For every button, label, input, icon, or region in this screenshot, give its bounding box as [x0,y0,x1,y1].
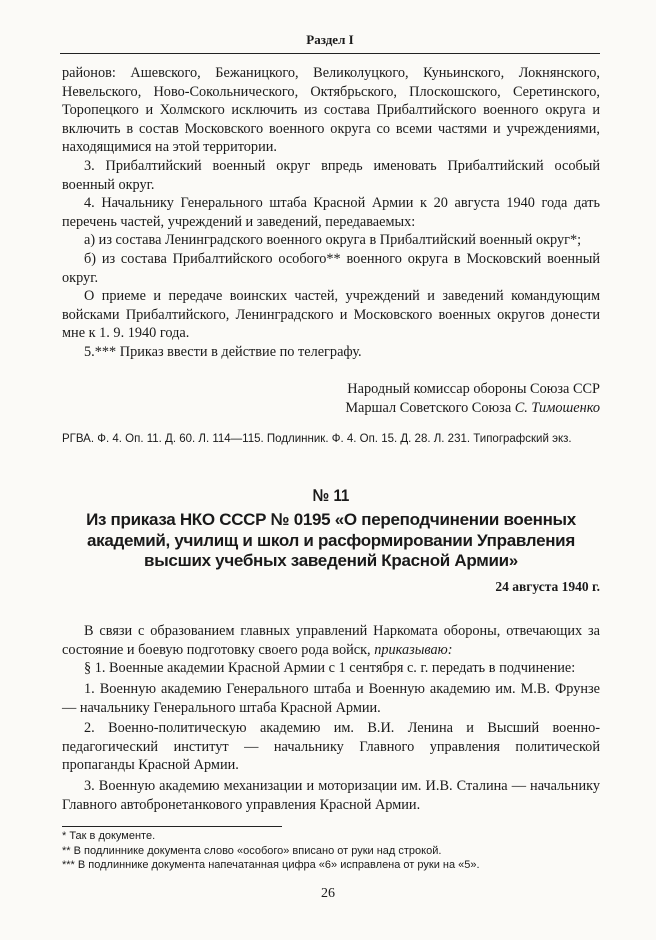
signature-rank: Маршал Советского Союза [345,399,515,416]
footnote-1: * Так в документе. [62,830,156,842]
footnote-3: *** В подлиннике документа напечатанная цифра «6» исправлена от руки на «5». [62,859,480,871]
continuation-paragraph: районов: Ашевского, Бежаницкого, Великолуцкого, Куньинского, Локнянского, Невельского, Ново-Сокольнического, Октябрьского, Плоскошского, Серетинского, Торопецкого и Холмского исключить из состава Прибалтийского военного округа и включить в состав Московского военного округа со всеми частями и учреждениями, находящимися на этой территории. [62,65,600,156]
signature-rank-line [62,399,600,418]
item-4-paragraph: 4. Начальнику Генерального штаба Красной Армии к 20 августа 1940 года дать перечень частей, учреждений и заведений, передаваемых: [62,195,600,230]
item-4b-paragraph: б) из состава Прибалтийского особого** военного округа в Московский военный округ. [62,250,600,286]
page-number: 26 [321,886,335,901]
item-4a-paragraph: а) из состава Ленинградского военного округа в Прибалтийский военный округ*; [84,232,582,249]
signature-block [62,380,600,418]
clause-3-paragraph: 3. Военную академию механизации и моторизации им. И.В. Сталина — начальнику Главного автобронетанкового управления Красной Армии. [62,777,600,813]
order-text [62,622,600,814]
intro-paragraph [62,622,600,659]
intro-text: В связи с образованием главных управлений Наркомата обороны, отвечающих за состояние и боевую подготовку своего рода войск, [62,623,600,658]
intro-emphasis: приказываю: [374,641,453,658]
footnote-divider [62,826,282,827]
section-header: Раздел I [306,32,354,47]
document-date: 24 августа 1940 г. [495,578,600,594]
item-3-paragraph: 3. Прибалтийский военный округ впредь именовать Прибалтийский особый военный округ. [62,157,600,193]
section-1-paragraph: § 1. Военные академии Красной Армии с 1 сентября с. г. передать в подчинение: [84,660,576,677]
document-title: Из приказа НКО СССР № 0195 «О переподчинении военных академий, училищ и школ и расформировании Управления высших учебных заведений Красной Армии» [86,510,576,571]
clause-1-paragraph: 1. Военную академию Генерального штаба и Военную академию им. М.В. Фрунзе — начальнику Генерального штаба Красной Армии. [62,680,600,716]
document-number: № 11 [312,485,350,505]
clause-2-paragraph: 2. Военно-политическую академию им. В.И. Ленина и Высший военно-педагогический институт — начальнику Главного управления политической пропаганды Красной Армии. [62,720,600,774]
page-body [62,64,600,814]
report-paragraph: О приеме и передаче воинских частей, учреждений и заведений командующим войсками Прибалтийского, Ленинградского и Московского военных округов донести мне к 1. 9. 1940 года. [62,288,600,342]
item-5-paragraph: 5.*** Приказ ввести в действие по телеграфу. [84,343,362,360]
archive-reference: РГВА. Ф. 4. Оп. 11. Д. 60. Л. 114—115. Подлинник. Ф. 4. Оп. 15. Д. 28. Л. 231. Типографский экз. [62,432,572,445]
signature-title: Народный комиссар обороны Союза ССР [347,380,600,397]
footnote-2: ** В подлиннике документа слово «особого» вписано от руки над строкой. [62,844,442,857]
signature-name: С. Тимошенко [514,399,600,416]
header-divider [60,53,600,54]
footnotes [62,829,600,873]
